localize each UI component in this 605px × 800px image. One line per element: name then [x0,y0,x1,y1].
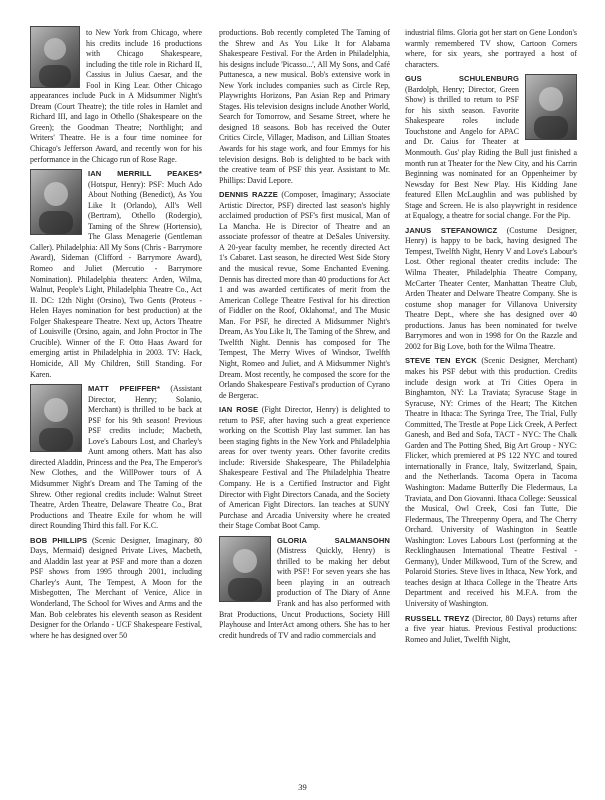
bio-salmansohn: GLORIA SALMANSOHN (Mistress Quickly, Henry) is thrilled to be making her debut with PSF! For seven years she has been playing in an outreach production of The Diary of Anne Frank and has also performed with Brat Productions, Uncut Productions, Society Hill Playhouse and InterAct among others. She has to her credit hundreds of TV and radio commercials and [219,535,390,640]
bio-name: IAN ROSE [219,405,259,415]
bio-name: DENNIS RAZZE [219,190,278,200]
bio-name: STEVE TEN EYCK [405,356,477,366]
bio-continued: productions. Bob recently completed The Taming of the Shrew and As You Like It for Alabama Shakespeare Festival. For the Arden in Philadelphia, his designs include 'Picasso...', All My Sons, and Café Puttanesca, a new musical. Bob's extensive work in New York includes companies such as Circle Rep, Playwrights Horizons, Pan Asian Rep and Primary Stages. His television designs include Another World, Search for Tomorrow, and Sesame Street, where he designed 18 seasons. Bob has received the Outer Critics Circle, Villager, Madison, and Lillian Stoates Awards for his stage work, and four Emmys for his television designs. Bob is delighted to be back with the creative team of PSF this year. Assistant to Mr. Phillips: David Lepore. [219,28,390,185]
person-icon [220,537,270,601]
bio-stefanowicz: JANUS STEFANOWICZ (Costume Designer, Henry) is happy to be back, having designed The Tempest, Twelfth Night, Henry V and Love's Labour's Lost. Other regional theater credits include: The Wilma Theater, Philadelphia Theatre Company, McCarter Theater Center, Manhattan Theatre Club, Arden Theater and Delware Theatre Company. She is costume shop manager for Villanova University Theatre Dept., where she has designed over 40 productions. Janus has been nominated for twelve Barrymores and won in 1998 for On the Razzle and 2002 for Big Love, both for the Wilma Theatre. [405,225,577,351]
headshot-photo [525,74,577,140]
bio-pfeiffer: MATT PFEIFFER* (Assistant Director, Henry; Solanio, Merchant) is thrilled to be back at PSF for his 9th season! Previous PSF credits include; Macbeth, Love's Labours Lost, and Charley's Aunt among others. Matt has also directed Aladdin, Princess and the Pea, The Emperor's New Clothes, and the WillPower tours of A Midsummer Night's Dream and The Taming of the Shrew. Other regional credits include: Walnut Street Theatre, Arden Theatre, Delaware Theatre Co., Brat Productions and Theatre Exile for whom he will direct Rounding Third this fall. For K.C. [30,384,202,531]
bio-ten-eyck: STEVE TEN EYCK (Scenic Designer, Merchant) makes his PSF debut with this production. Credits include design work at Tri Cities Opera in Binghamton, NY: La Traviata; Syracuse Stage in Syracuse, NY: Crimes of the Heart; The Kitchen Theatre in Ithaca: The Syringa Tree, The Trial, Fully Committed, The Trestle at Pope Lick Creek, A Perfect Ganesh, and Bed and Sofa, TACT - NYC: The Chalk Garden and The Potting Shed, Big Art Group - NYC: Flicker, which premiered at PS 122 NYC and toured internationally in France, Italy, Switzerland, Spain, and the Netherlands. Tacoma Opera in Tacoma Washington: Madame Butterfly Die Fledermaus, La Traviata, and Don Giovanni. Ithaca College: Seussical the Musical, Owl Creek, Cosi fan Tutte, Die Fledermaus, The Threepenny Opera, and The Cherry Orchard. University of Washington in Seattle Washington: Loves Labours Lost (performing at the Recklinghausen International Theatre Festival - Germany), Under Milkwood, Turn of the Screw, and Polaroid Stories. Steve lives in Ithaca, New York, and teaches design at Ithaca College in the Theatre Arts Department and received his M.F.A. from the University of Washington. [405,356,577,608]
headshot-photo [30,26,80,88]
person-icon [31,27,79,87]
person-icon [31,385,81,451]
bio-name: GLORIA SALMANSOHN [277,535,390,545]
bio-name: IAN MERRILL PEAKES* [88,169,202,179]
person-icon [526,75,576,139]
page-number: 39 [298,782,307,792]
column-3 [405,28,577,649]
bio-name: MATT PFEIFFER* [88,384,161,394]
bio-continued: to New York from Chicago, where his credits include 16 productions with Chicago Shakespeare, including the title role in Richard II, Cassius in Julius Caesar, and the Fool in King Lear. Other Chicago appearances include Puck in A Midsummer Night's Dream (Court Theatre); the title roles in Hamlet and Richard III, and Iago in Othello (Shakespeare on the Green); the Goodman Theatre; Northlight; and Writers' Theatre. He is a four time nominee for Chicago's Jefferson Award, and recently won for his performance in the Chicago run of Rose Rage. [30,28,202,164]
bio-phillips: BOB PHILLIPS (Scenic Designer, Imaginary, 80 Days, Mermaid) designed Private Lives, Macbeth, and Aladdin last year at PSF and more than a dozen PSF shows from 1995 through 2001, including Charley's Aunt, The Tempest, A Moon for the Misbegotten, The Merchant of Venice, Alice in Wonderland, The School for Wives and Arms and the Man. Bob celebrates his eleventh season as Resident Designer for the Orlando - UCF Shakespeare Festival, where he has designed over 50 [30,535,202,640]
bio-schulenburg: GUS SCHULENBURG (Bardolph, Henry; Director, Green Show) is thrilled to return to PSF for his sixth season. Favorite Shakespeare roles include Touchstone and Angelo for APAC and Dr. Caius for Theater at Monmouth. Gus' play Riding the Bull just finished a month run at Theater for the New City, and his Carrin Beginning was nominated for an Oppenheimer by Newsday for Best New Play. His Kidding Jane featured Ellen McLaughlin and was published by Stage and Screen. He is also playwright in residence at Equalogy, a theatre for social change. For the Pip. [405,74,577,221]
bio-treyz: RUSSELL TREYZ (Director, 80 Days) returns after a five year hiatus. Previous Festival productions: Romeo and Juliet, Twelfth Night, [405,613,577,644]
bio-peakes: IAN MERRILL PEAKES* (Hotspur, Henry): PSF: Much Ado About Nothing (Benedict), As You Like It (Orlando), All's Well (Bertram), Othello (Rodergio), Taming of the Shrew (Hortensio), The Glass Menagerie (Gentleman Caller). Philadelphia: All My Sons (Chris - Barrymore Award), Sideman (Clifford - Barrymore Award), Romeo and Juliet (Mercutio - Barrymore Nomination). Philadelphia theaters: Arden, Wilma, Walnut, People's Light, Philadelphia Theatre Co., Act II. DC: 12th Night (Orsino), Two Gents (Proteus - Helen Hayes nomination for best production) at the Folger Shakespeare Theatre. Next up, Actors Theatre of Louisville (Orsino, again, and John Proctor in The Crucible). Winner of the F. Otto Haas Award for emerging artist in Philadelphia in 2003. TV: Hack, Homicide, All My Children, Still Standing. For Karen. [30,169,202,379]
bio-razze: DENNIS RAZZE (Composer, Imaginary; Associate Artistic Director, PSF) directed last season's highly acclaimed production of PSF's first musical, Man of La Mancha. He is Director of Theatre and an associate professor of theatre at DeSales University. A 20-year faculty member, he recently directed Act 1's Cabaret. Last season, he directed West Side Story and the musical revue, Some Enchanted Evening. Dennis has directed more than 40 productions for Act 1 and was awarded certificates of merit from the American College Theatre Festival for his direction of Fiddler on the Roof, Oklahoma!, and The Music Man. For PSF, he directed A Midsummer Night's Dream, As You Like It, The Taming of the Shrew, and Twelfth Night. Dennis has composed for The Tempest, The Merry Wives of Windsor, Twelfth Night, Romeo and Juliet, and A Midsummer Night's Dream. Most recently, he composed the score for the Orlando Shakespeare Festival's production of Cyrano de Bergerac. [219,190,390,400]
person-icon [31,170,81,234]
bio-name: GUS SCHULENBURG [405,74,519,84]
bio-rose: IAN ROSE (Fight Director, Henry) is delighted to return to PSF, after having such a great experience working on the Scottish Play last summer. Ian has been staging fights in the New York and Philadelphia areas for over twenty years. Other favorite credits include: Riverside Shakespeare, The Philadelphia Shakespeare Festival and The Philadelphia Theatre Company. He is a Certified Instructor and Fight Director with Fight Directors Canada, and the Society of American Fight Directors. Ian teaches at SUNY Purchase and Arcadia University where he created their Stage Combat Boot Camp. [219,405,390,531]
headshot-photo [219,536,271,602]
bio-name: JANUS STEFANOWICZ [405,225,498,235]
bio-continued: industrial films. Gloria got her start on Gene London's warmly remembered TV show, Cartoon Corners where, for six years, she portrayed a host of characters. [405,28,577,69]
column-1 [30,28,202,645]
column-2 [219,28,390,645]
bio-name: RUSSELL TREYZ [405,613,470,623]
headshot-photo [30,384,82,452]
headshot-photo [30,169,82,235]
bio-name: BOB PHILLIPS [30,535,88,545]
